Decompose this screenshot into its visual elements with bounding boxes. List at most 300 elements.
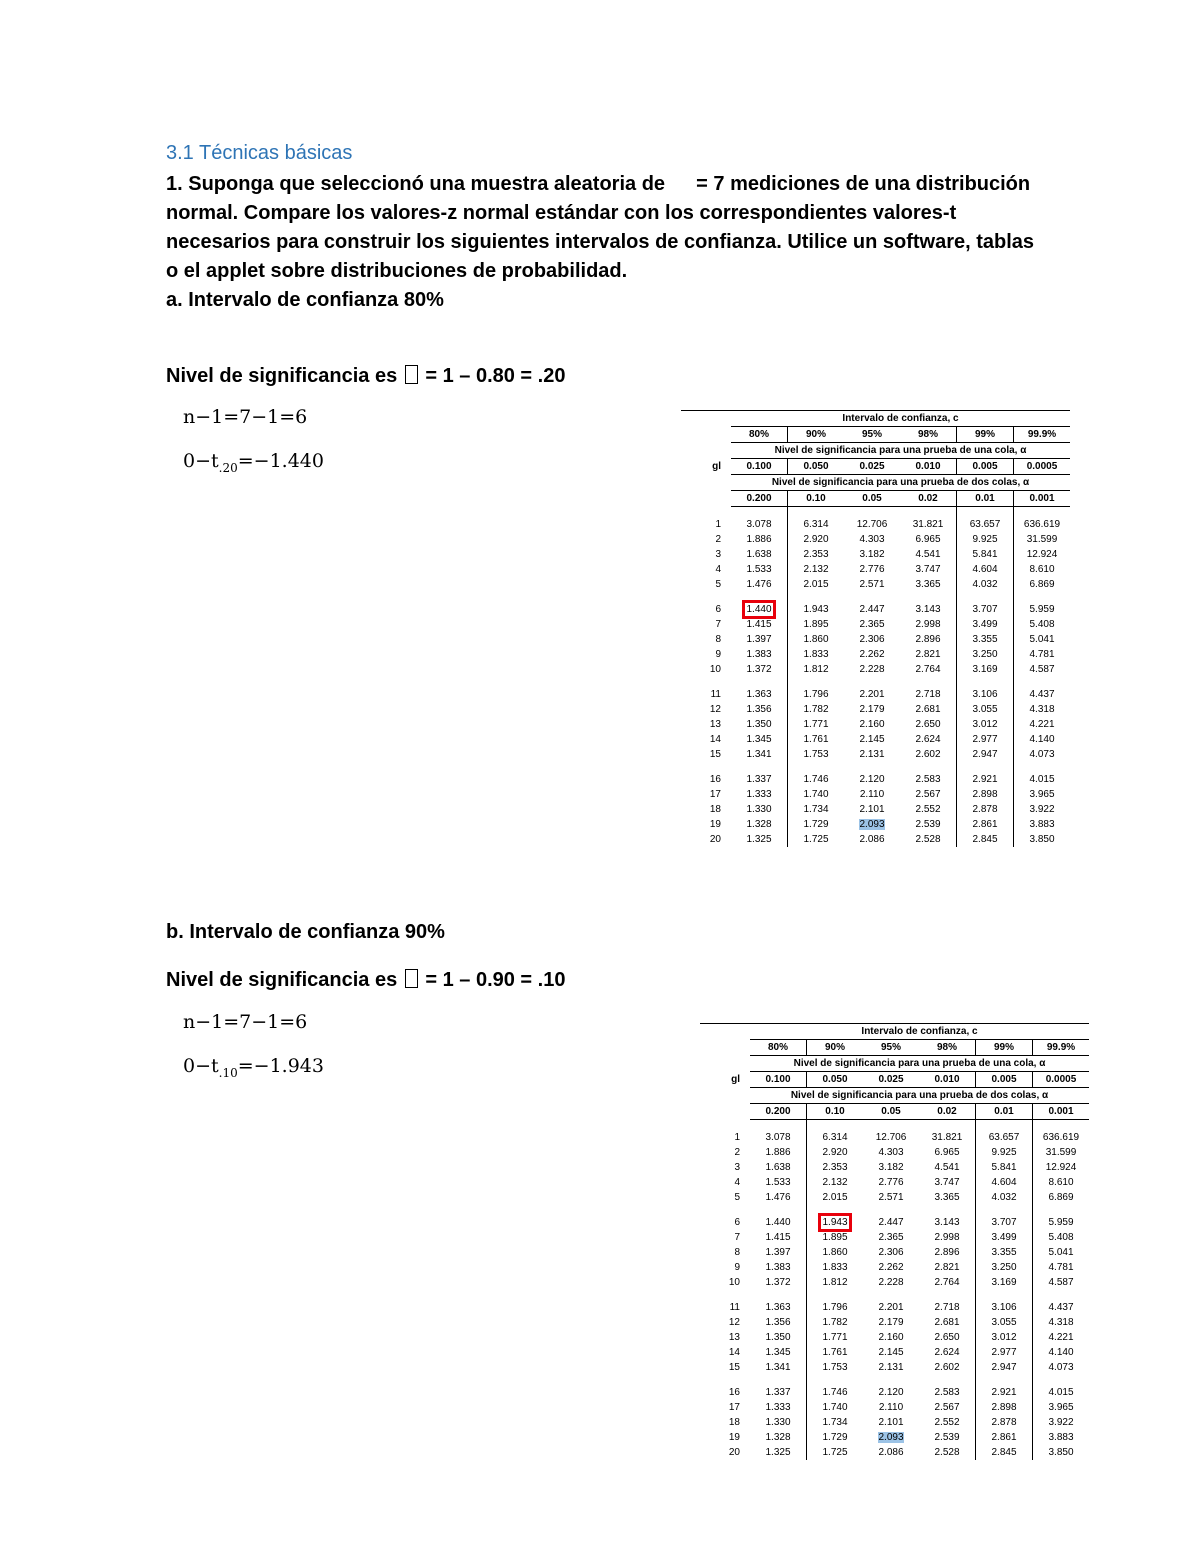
t-suffix: =−1.943 bbox=[237, 1055, 324, 1077]
t-subscript: .20 bbox=[218, 460, 238, 475]
table-row bbox=[700, 1275, 1089, 1290]
cell-text: 1.372 bbox=[765, 1277, 791, 1288]
critical-value-cell bbox=[919, 1445, 976, 1460]
critical-value-cell bbox=[1033, 1360, 1090, 1375]
cell-text: 1.740 bbox=[822, 1402, 848, 1413]
table-row bbox=[681, 532, 1070, 547]
critical-value-cell bbox=[1033, 1430, 1090, 1445]
cell-text: 1.415 bbox=[765, 1232, 791, 1243]
critical-value-cell bbox=[900, 747, 957, 762]
cell-text: 2.179 bbox=[859, 704, 885, 715]
table-row bbox=[700, 1300, 1089, 1315]
df-cell bbox=[681, 602, 731, 617]
critical-value-cell bbox=[1033, 1300, 1090, 1315]
critical-value-cell bbox=[919, 1245, 976, 1260]
critical-value-cell bbox=[788, 547, 845, 562]
cell-text: 1.372 bbox=[746, 664, 772, 675]
df-cell bbox=[681, 717, 731, 732]
cell-text: 2.101 bbox=[859, 804, 885, 815]
cell-text: 3.707 bbox=[972, 604, 998, 615]
cell-text: 5.959 bbox=[1048, 1217, 1074, 1228]
cell-text: 2.624 bbox=[915, 734, 941, 745]
cell-text: 2.920 bbox=[822, 1147, 848, 1158]
critical-value-cell bbox=[807, 1260, 864, 1275]
cell-text: 3.499 bbox=[991, 1232, 1017, 1243]
critical-value-cell bbox=[976, 1430, 1033, 1445]
cell-text: 3 bbox=[734, 1162, 740, 1173]
cell-text: 4.604 bbox=[972, 564, 998, 575]
critical-value-cell bbox=[807, 1145, 864, 1160]
part-b-df: n−1=7−1=6 bbox=[183, 1011, 308, 1033]
critical-value-cell bbox=[900, 787, 957, 802]
two-tail-value: 0.200 bbox=[731, 491, 788, 507]
critical-value-cell bbox=[863, 1145, 919, 1160]
cell-text: 3.965 bbox=[1029, 789, 1055, 800]
cell-text: 8 bbox=[715, 634, 721, 645]
cell-text: 6.314 bbox=[803, 519, 829, 530]
critical-value-cell bbox=[1014, 802, 1071, 817]
cell-text: 9 bbox=[715, 649, 721, 660]
cell-text: 2.015 bbox=[803, 579, 829, 590]
critical-value-cell bbox=[1033, 1245, 1090, 1260]
cell-text: 2.365 bbox=[878, 1232, 904, 1243]
critical-value-cell bbox=[976, 1345, 1033, 1360]
cell-text: 2.552 bbox=[915, 804, 941, 815]
cell-text: 1.415 bbox=[746, 619, 772, 630]
cell-text: 1.337 bbox=[765, 1387, 791, 1398]
critical-value-cell bbox=[957, 802, 1014, 817]
critical-value-cell bbox=[731, 747, 788, 762]
critical-value-cell bbox=[919, 1415, 976, 1430]
df-label: gl bbox=[731, 1074, 740, 1085]
table-row bbox=[700, 1260, 1089, 1275]
cell-text: 1.330 bbox=[746, 804, 772, 815]
critical-value-cell bbox=[863, 1215, 919, 1230]
part-b-title: b. Intervalo de confianza 90% bbox=[166, 921, 445, 943]
df-cell bbox=[700, 1260, 750, 1275]
cell-text: 3.055 bbox=[991, 1317, 1017, 1328]
critical-value-cell bbox=[844, 687, 900, 702]
critical-value-cell bbox=[957, 547, 1014, 562]
cell-text: 6.869 bbox=[1029, 579, 1055, 590]
corner-cell bbox=[700, 1024, 750, 1040]
critical-value-cell bbox=[844, 772, 900, 787]
critical-value-cell bbox=[976, 1190, 1033, 1205]
cell-text: 2.447 bbox=[859, 604, 885, 615]
critical-value-cell bbox=[919, 1345, 976, 1360]
critical-value-cell bbox=[957, 732, 1014, 747]
cell-text: 1.476 bbox=[746, 579, 772, 590]
cell-text: 4.221 bbox=[1029, 719, 1055, 730]
cell-text: 2.145 bbox=[859, 734, 885, 745]
confidence-level: 99.9% bbox=[1014, 427, 1071, 443]
cell-text: 2.201 bbox=[859, 689, 885, 700]
critical-value-cell bbox=[919, 1300, 976, 1315]
critical-value-cell bbox=[919, 1315, 976, 1330]
critical-value-cell bbox=[1033, 1130, 1090, 1145]
cell-text: 1.345 bbox=[746, 734, 772, 745]
cell-text: 2.145 bbox=[878, 1347, 904, 1358]
critical-value-cell bbox=[957, 577, 1014, 592]
df-cell bbox=[700, 1245, 750, 1260]
cell-text: 3.747 bbox=[915, 564, 941, 575]
part-a-title: a. Intervalo de confianza 80% bbox=[166, 289, 444, 311]
cell-text: 2.086 bbox=[878, 1447, 904, 1458]
critical-value-cell bbox=[957, 562, 1014, 577]
critical-value-cell bbox=[976, 1360, 1033, 1375]
critical-value-cell bbox=[750, 1315, 807, 1330]
critical-value-cell bbox=[900, 662, 957, 677]
one-tail-label: Nivel de significancia para una prueba de una cola, α bbox=[731, 443, 1070, 459]
cell-text: 4 bbox=[715, 564, 721, 575]
critical-value-cell bbox=[788, 747, 845, 762]
critical-value-cell bbox=[731, 687, 788, 702]
cell-text: 4.140 bbox=[1048, 1347, 1074, 1358]
cell-text: 5.408 bbox=[1029, 619, 1055, 630]
one-tail-value: 0.025 bbox=[863, 1072, 919, 1088]
section-title: 3.1 Técnicas básicas bbox=[166, 142, 353, 164]
cell-text: 2.650 bbox=[934, 1332, 960, 1343]
table-row bbox=[681, 702, 1070, 717]
cell-text: 2.998 bbox=[915, 619, 941, 630]
table-row bbox=[700, 1360, 1089, 1375]
df-cell bbox=[681, 832, 731, 847]
cell-text: 17 bbox=[709, 789, 721, 800]
critical-value-cell bbox=[807, 1300, 864, 1315]
df-cell bbox=[700, 1345, 750, 1360]
significance-label: Nivel de significancia es bbox=[166, 969, 398, 991]
cell-text: 2.977 bbox=[972, 734, 998, 745]
cell-text: 4.221 bbox=[1048, 1332, 1074, 1343]
critical-value-cell bbox=[1033, 1415, 1090, 1430]
cell-text: 2.306 bbox=[878, 1247, 904, 1258]
cell-text: 2.539 bbox=[934, 1432, 960, 1443]
critical-value-cell bbox=[976, 1300, 1033, 1315]
cell-text: 1.350 bbox=[765, 1332, 791, 1343]
cell-text: 1.328 bbox=[746, 819, 772, 830]
cell-text: 20 bbox=[709, 834, 721, 845]
df-cell bbox=[681, 562, 731, 577]
df-cell bbox=[681, 647, 731, 662]
critical-value-cell bbox=[1014, 547, 1071, 562]
critical-value-cell bbox=[900, 562, 957, 577]
critical-value-cell bbox=[750, 1175, 807, 1190]
table-row bbox=[681, 817, 1070, 832]
critical-value-cell bbox=[957, 617, 1014, 632]
significance-value: = 1 – 0.80 = .20 bbox=[425, 365, 566, 387]
critical-value-cell bbox=[750, 1145, 807, 1160]
cell-text: 1.725 bbox=[822, 1447, 848, 1458]
cell-text: 4.015 bbox=[1048, 1387, 1074, 1398]
cell-text: 2.110 bbox=[878, 1402, 904, 1413]
critical-value-cell bbox=[788, 517, 845, 532]
critical-value-cell bbox=[844, 787, 900, 802]
critical-value-cell bbox=[957, 517, 1014, 532]
critical-value-cell bbox=[1033, 1385, 1090, 1400]
cell-text: 2.977 bbox=[991, 1347, 1017, 1358]
corner-cell bbox=[681, 411, 731, 427]
cell-text: 2.602 bbox=[915, 749, 941, 760]
cell-text: 13 bbox=[709, 719, 721, 730]
cell-text: 1.383 bbox=[746, 649, 772, 660]
critical-value-cell bbox=[1033, 1160, 1090, 1175]
df-cell bbox=[700, 1130, 750, 1145]
critical-value-cell bbox=[750, 1385, 807, 1400]
df-cell bbox=[700, 1445, 750, 1460]
cell-text: 2.920 bbox=[803, 534, 829, 545]
cell-text: 1.476 bbox=[765, 1192, 791, 1203]
cell-text: 31.599 bbox=[1045, 1147, 1077, 1158]
cell-text: 2.861 bbox=[972, 819, 998, 830]
critical-value-cell bbox=[957, 832, 1014, 847]
cell-text: 2.947 bbox=[991, 1362, 1017, 1373]
cell-text: 7 bbox=[715, 619, 721, 630]
cell-text: 4.587 bbox=[1029, 664, 1055, 675]
critical-value-cell bbox=[863, 1175, 919, 1190]
critical-value-cell bbox=[807, 1190, 864, 1205]
significance-label: Nivel de significancia es bbox=[166, 365, 398, 387]
cell-text: 6.869 bbox=[1048, 1192, 1074, 1203]
cell-text: 3.365 bbox=[915, 579, 941, 590]
cell-text: 14 bbox=[728, 1347, 740, 1358]
table-row bbox=[700, 1345, 1089, 1360]
table-row bbox=[700, 1385, 1089, 1400]
critical-value-cell bbox=[807, 1215, 864, 1230]
critical-value-cell bbox=[750, 1360, 807, 1375]
cell-text: 3.250 bbox=[972, 649, 998, 660]
critical-value-cell bbox=[1014, 772, 1071, 787]
cell-text: 1.350 bbox=[746, 719, 772, 730]
df-cell bbox=[700, 1275, 750, 1290]
cell-text: 2.764 bbox=[915, 664, 941, 675]
critical-value-cell bbox=[844, 577, 900, 592]
cell-text: 9.925 bbox=[991, 1147, 1017, 1158]
df-cell bbox=[681, 747, 731, 762]
cell-text: 2.583 bbox=[934, 1387, 960, 1398]
critical-value-cell bbox=[731, 702, 788, 717]
critical-value-cell bbox=[788, 602, 845, 617]
critical-value-cell bbox=[844, 547, 900, 562]
cell-text: 3.106 bbox=[991, 1302, 1017, 1313]
critical-value-cell bbox=[1033, 1275, 1090, 1290]
critical-value-cell bbox=[807, 1315, 864, 1330]
critical-value-cell bbox=[1014, 577, 1071, 592]
one-tail-value: 0.0005 bbox=[1014, 459, 1071, 475]
cell-text: 3.182 bbox=[878, 1162, 904, 1173]
critical-value-cell bbox=[919, 1360, 976, 1375]
cell-text: 3.707 bbox=[991, 1217, 1017, 1228]
table-row bbox=[681, 717, 1070, 732]
critical-value-cell bbox=[1014, 787, 1071, 802]
cell-text: 31.821 bbox=[931, 1132, 963, 1143]
df-cell bbox=[681, 817, 731, 832]
cell-text: 3.883 bbox=[1029, 819, 1055, 830]
cell-text: 2.015 bbox=[822, 1192, 848, 1203]
cell-text: 1.325 bbox=[765, 1447, 791, 1458]
cell-text: 4.032 bbox=[991, 1192, 1017, 1203]
critical-value-cell bbox=[976, 1275, 1033, 1290]
cell-text: 12.924 bbox=[1026, 549, 1058, 560]
cell-text: 3.182 bbox=[859, 549, 885, 560]
critical-value-cell bbox=[957, 747, 1014, 762]
cell-text: 4.303 bbox=[878, 1147, 904, 1158]
confidence-level: 99% bbox=[957, 427, 1014, 443]
cell-text: 4.541 bbox=[934, 1162, 960, 1173]
cell-text: 6 bbox=[734, 1217, 740, 1228]
critical-value-cell bbox=[919, 1145, 976, 1160]
critical-value-cell bbox=[1014, 702, 1071, 717]
one-tail-value: 0.0005 bbox=[1033, 1072, 1090, 1088]
critical-value-cell bbox=[900, 532, 957, 547]
df-cell bbox=[700, 1315, 750, 1330]
cell-text: 1.943 bbox=[822, 1217, 848, 1228]
critical-value-cell bbox=[863, 1260, 919, 1275]
two-tail-value: 0.02 bbox=[900, 491, 957, 507]
critical-value-cell bbox=[750, 1415, 807, 1430]
cell-text: 2.101 bbox=[878, 1417, 904, 1428]
cell-text: 2.821 bbox=[915, 649, 941, 660]
part-a-significance bbox=[166, 362, 565, 391]
cell-text: 1.761 bbox=[803, 734, 829, 745]
cell-text: 3.169 bbox=[991, 1277, 1017, 1288]
cell-text: 5.041 bbox=[1029, 634, 1055, 645]
critical-value-cell bbox=[807, 1330, 864, 1345]
critical-value-cell bbox=[1014, 717, 1071, 732]
critical-value-cell bbox=[750, 1330, 807, 1345]
table-row bbox=[681, 647, 1070, 662]
confidence-title: Intervalo de confianza, c bbox=[750, 1024, 1089, 1040]
cell-text: 1.533 bbox=[765, 1177, 791, 1188]
table-row bbox=[681, 832, 1070, 847]
cell-text: 4.541 bbox=[915, 549, 941, 560]
cell-text: 1.397 bbox=[746, 634, 772, 645]
cell-text: 3.365 bbox=[934, 1192, 960, 1203]
cell-text: 9 bbox=[734, 1262, 740, 1273]
cell-text: 2.921 bbox=[972, 774, 998, 785]
t-table-b bbox=[700, 1023, 1089, 1460]
critical-value-cell bbox=[844, 602, 900, 617]
df-cell bbox=[700, 1400, 750, 1415]
critical-value-cell bbox=[976, 1130, 1033, 1145]
cell-text: 2.120 bbox=[878, 1387, 904, 1398]
critical-value-cell bbox=[863, 1430, 919, 1445]
cell-text: 636.619 bbox=[1042, 1132, 1080, 1143]
cell-text: 2.898 bbox=[972, 789, 998, 800]
cell-text: 1.363 bbox=[746, 689, 772, 700]
cell-text: 2.624 bbox=[934, 1347, 960, 1358]
part-b-significance bbox=[166, 966, 565, 995]
cell-text: 19 bbox=[709, 819, 721, 830]
cell-text: 1 bbox=[734, 1132, 740, 1143]
cell-text: 1.341 bbox=[765, 1362, 791, 1373]
critical-value-cell bbox=[844, 562, 900, 577]
significance-value: = 1 – 0.90 = .10 bbox=[425, 969, 566, 991]
cell-text: 3.355 bbox=[972, 634, 998, 645]
table-row bbox=[700, 1215, 1089, 1230]
critical-value-cell bbox=[957, 602, 1014, 617]
cell-text: 1.886 bbox=[746, 534, 772, 545]
cell-text: 19 bbox=[728, 1432, 740, 1443]
critical-value-cell bbox=[863, 1130, 919, 1145]
cell-text: 2.120 bbox=[859, 774, 885, 785]
cell-text: 6 bbox=[715, 604, 721, 615]
cell-text: 10 bbox=[709, 664, 721, 675]
critical-value-cell bbox=[788, 832, 845, 847]
cell-text: 2.567 bbox=[915, 789, 941, 800]
df-cell bbox=[700, 1145, 750, 1160]
cell-text: 20 bbox=[728, 1447, 740, 1458]
critical-value-cell bbox=[1014, 817, 1071, 832]
t-suffix: =−1.440 bbox=[237, 450, 324, 472]
cell-text: 1.725 bbox=[803, 834, 829, 845]
critical-value-cell bbox=[1033, 1260, 1090, 1275]
two-tail-value: 0.001 bbox=[1014, 491, 1071, 507]
cell-text: 2.201 bbox=[878, 1302, 904, 1313]
table-row bbox=[681, 662, 1070, 677]
cell-text: 1.812 bbox=[822, 1277, 848, 1288]
critical-value-cell bbox=[900, 632, 957, 647]
cell-text: 4.318 bbox=[1048, 1317, 1074, 1328]
critical-value-cell bbox=[957, 647, 1014, 662]
critical-value-cell bbox=[919, 1430, 976, 1445]
cell-text: 1.796 bbox=[803, 689, 829, 700]
critical-value-cell bbox=[750, 1300, 807, 1315]
cell-text: 1.330 bbox=[765, 1417, 791, 1428]
df-cell bbox=[681, 662, 731, 677]
critical-value-cell bbox=[919, 1175, 976, 1190]
critical-value-cell bbox=[731, 817, 788, 832]
cell-text: 1.895 bbox=[803, 619, 829, 630]
table-row bbox=[700, 1430, 1089, 1445]
critical-value-cell bbox=[788, 817, 845, 832]
cell-text: 2.093 bbox=[878, 1432, 904, 1443]
table-row bbox=[681, 772, 1070, 787]
confidence-level: 99% bbox=[976, 1040, 1033, 1056]
critical-value-cell bbox=[807, 1160, 864, 1175]
critical-value-cell bbox=[731, 577, 788, 592]
cell-text: 3.012 bbox=[991, 1332, 1017, 1343]
critical-value-cell bbox=[1033, 1445, 1090, 1460]
critical-value-cell bbox=[731, 532, 788, 547]
cell-text: 2.539 bbox=[915, 819, 941, 830]
table-row bbox=[681, 747, 1070, 762]
cell-text: 2.228 bbox=[878, 1277, 904, 1288]
critical-value-cell bbox=[957, 532, 1014, 547]
cell-text: 12 bbox=[709, 704, 721, 715]
cell-text: 3.012 bbox=[972, 719, 998, 730]
cell-text: 4.604 bbox=[991, 1177, 1017, 1188]
critical-value-cell bbox=[919, 1130, 976, 1145]
cell-text: 1 bbox=[715, 519, 721, 530]
cell-text: 4.032 bbox=[972, 579, 998, 590]
critical-value-cell bbox=[844, 802, 900, 817]
critical-value-cell bbox=[976, 1330, 1033, 1345]
cell-text: 5.041 bbox=[1048, 1247, 1074, 1258]
cell-text: 1.356 bbox=[746, 704, 772, 715]
df-cell bbox=[681, 517, 731, 532]
cell-text: 3.078 bbox=[746, 519, 772, 530]
two-tail-value: 0.02 bbox=[919, 1104, 976, 1120]
cell-text: 2.921 bbox=[991, 1387, 1017, 1398]
critical-value-cell bbox=[863, 1400, 919, 1415]
cell-text: 3.922 bbox=[1048, 1417, 1074, 1428]
cell-text: 2.160 bbox=[878, 1332, 904, 1343]
critical-value-cell bbox=[844, 647, 900, 662]
cell-text: 1.638 bbox=[765, 1162, 791, 1173]
critical-value-cell bbox=[919, 1275, 976, 1290]
critical-value-cell bbox=[807, 1385, 864, 1400]
critical-value-cell bbox=[1033, 1330, 1090, 1345]
